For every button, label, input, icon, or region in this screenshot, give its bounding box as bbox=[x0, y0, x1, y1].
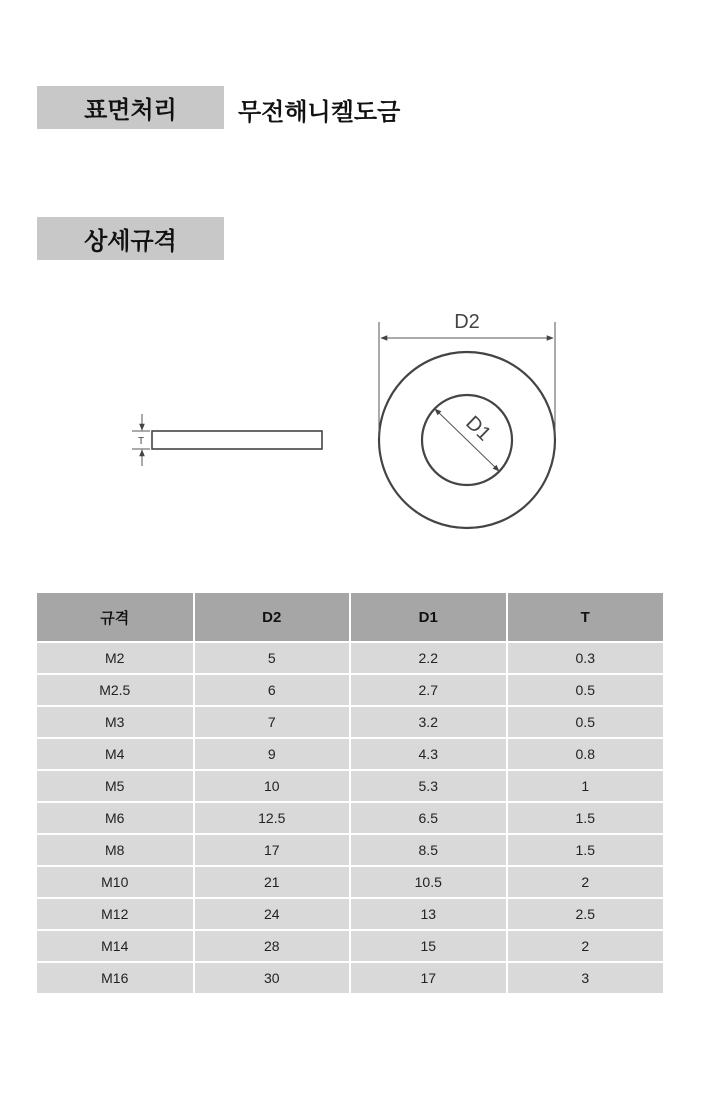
thickness-label: T bbox=[137, 436, 145, 447]
cell-size: M4 bbox=[37, 738, 194, 770]
spec-table bbox=[37, 593, 663, 993]
cell-d1: 5.3 bbox=[350, 770, 507, 802]
cell-d1: 15 bbox=[350, 930, 507, 962]
cell-t: 3 bbox=[507, 962, 664, 993]
cell-t: 0.5 bbox=[507, 706, 664, 738]
detail-spec-label: 상세규격 bbox=[37, 217, 224, 260]
washer-drawing bbox=[0, 300, 713, 540]
cell-d2: 5 bbox=[194, 642, 351, 674]
cell-d1: 8.5 bbox=[350, 834, 507, 866]
table-row bbox=[37, 866, 663, 898]
d2-label: D2 bbox=[454, 311, 480, 333]
cell-d1: 4.3 bbox=[350, 738, 507, 770]
cell-d2: 21 bbox=[194, 866, 351, 898]
cell-d1: 6.5 bbox=[350, 802, 507, 834]
cell-size: M6 bbox=[37, 802, 194, 834]
cell-d2: 12.5 bbox=[194, 802, 351, 834]
cell-t: 1.5 bbox=[507, 802, 664, 834]
cell-size: M2.5 bbox=[37, 674, 194, 706]
header-d2: D2 bbox=[194, 593, 351, 642]
cell-d1: 2.7 bbox=[350, 674, 507, 706]
cell-t: 2 bbox=[507, 866, 664, 898]
cell-size: M16 bbox=[37, 962, 194, 993]
cell-d2: 10 bbox=[194, 770, 351, 802]
washer-side-view bbox=[132, 414, 322, 466]
cell-t: 1.5 bbox=[507, 834, 664, 866]
cell-t: 0.5 bbox=[507, 674, 664, 706]
table-row bbox=[37, 642, 663, 674]
cell-t: 1 bbox=[507, 770, 664, 802]
cell-t: 0.3 bbox=[507, 642, 664, 674]
cell-d2: 9 bbox=[194, 738, 351, 770]
d1-label: D1 bbox=[461, 411, 496, 446]
d1-dimension-arrow bbox=[435, 409, 499, 471]
table-row bbox=[37, 898, 663, 930]
cell-d2: 28 bbox=[194, 930, 351, 962]
cell-size: M10 bbox=[37, 866, 194, 898]
surface-treatment-value: 무전해니켈도금 bbox=[238, 98, 401, 126]
cell-size: M14 bbox=[37, 930, 194, 962]
cell-d1: 13 bbox=[350, 898, 507, 930]
table-row bbox=[37, 674, 663, 706]
table-header-row bbox=[37, 593, 663, 642]
cell-d2: 6 bbox=[194, 674, 351, 706]
header-d1: D1 bbox=[350, 593, 507, 642]
cell-d1: 3.2 bbox=[350, 706, 507, 738]
cell-d1: 17 bbox=[350, 962, 507, 993]
cell-size: M12 bbox=[37, 898, 194, 930]
cell-size: M3 bbox=[37, 706, 194, 738]
cell-d1: 2.2 bbox=[350, 642, 507, 674]
surface-treatment-label: 표면처리 bbox=[37, 86, 224, 129]
cell-t: 0.8 bbox=[507, 738, 664, 770]
cell-size: M5 bbox=[37, 770, 194, 802]
table-row bbox=[37, 834, 663, 866]
header-size: 규격 bbox=[37, 593, 194, 642]
cell-d2: 24 bbox=[194, 898, 351, 930]
table-row bbox=[37, 930, 663, 962]
header-t: T bbox=[507, 593, 664, 642]
cell-t: 2 bbox=[507, 930, 664, 962]
table-row bbox=[37, 738, 663, 770]
cell-size: M8 bbox=[37, 834, 194, 866]
cell-d1: 10.5 bbox=[350, 866, 507, 898]
cell-t: 2.5 bbox=[507, 898, 664, 930]
washer-front-view bbox=[379, 311, 555, 528]
cell-d2: 30 bbox=[194, 962, 351, 993]
cell-size: M2 bbox=[37, 642, 194, 674]
table-row bbox=[37, 962, 663, 993]
table-row bbox=[37, 770, 663, 802]
cell-d2: 17 bbox=[194, 834, 351, 866]
table-row bbox=[37, 706, 663, 738]
table-row bbox=[37, 802, 663, 834]
cell-d2: 7 bbox=[194, 706, 351, 738]
